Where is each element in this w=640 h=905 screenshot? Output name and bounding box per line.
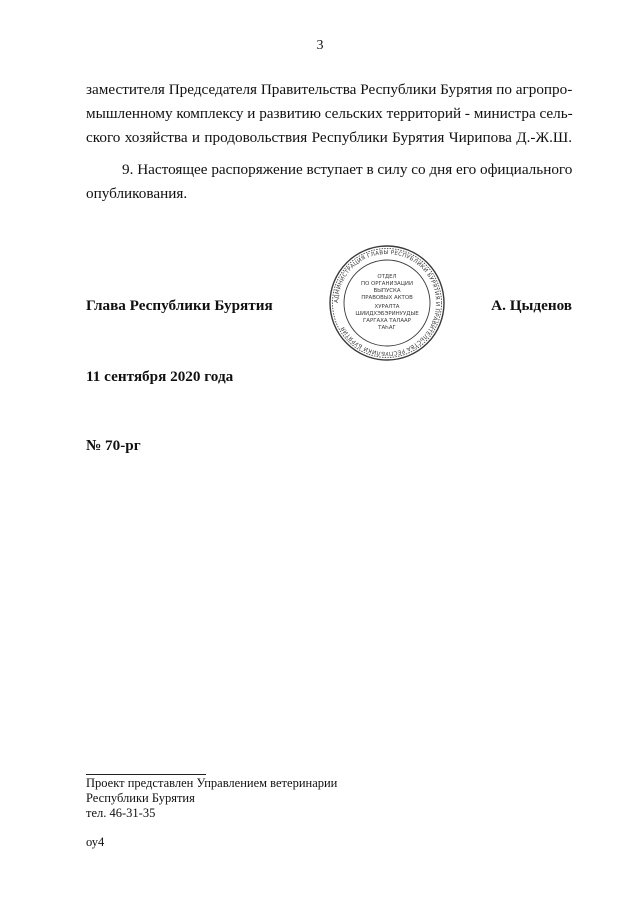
page-number: 3 bbox=[316, 38, 324, 53]
document-code: оу4 bbox=[86, 835, 105, 849]
svg-text:АДМИНИСТРАЦИЯ ГЛАВЫ РЕСПУБЛИКИ: АДМИНИСТРАЦИЯ ГЛАВЫ РЕСПУБЛИКИ БУРЯТИЯ И ПРАВИТЕЛЬСТВА РЕСПУБЛИКИ БУРЯТИЯ bbox=[333, 249, 441, 357]
footer-line: Республики Бурятия bbox=[86, 791, 195, 805]
svg-text:ВЫПУСКА: ВЫПУСКА bbox=[373, 288, 401, 294]
svg-text:ОТДЕЛ: ОТДЕЛ bbox=[377, 274, 397, 280]
paragraph-effective-date bbox=[86, 158, 572, 206]
footer-divider bbox=[86, 774, 206, 775]
document-number: № 70-рг bbox=[86, 437, 141, 454]
footer-line: Проект представлен Управлением ветеринарии bbox=[86, 776, 338, 790]
paragraph-line: 9. Настоящее распоряжение вступает в силу со дня его официального bbox=[122, 161, 573, 178]
svg-text:ХУРАЛТА: ХУРАЛТА bbox=[374, 304, 400, 310]
svg-text:ШИИДХЭБЭРИНУУДЫЕ: ШИИДХЭБЭРИНУУДЫЕ bbox=[355, 311, 419, 317]
svg-text:ПО ОРГАНИЗАЦИИ: ПО ОРГАНИЗАЦИИ bbox=[361, 281, 413, 287]
paragraph-line: заместителя Председателя Правительства Республики Бурятия по агропро- bbox=[86, 81, 573, 98]
signatory-name: А. Цыденов bbox=[491, 297, 572, 314]
document-date: 11 сентября 2020 года bbox=[86, 368, 234, 385]
svg-text:ТАҺАГ: ТАҺАГ bbox=[378, 325, 396, 331]
paragraph-line: опубликования. bbox=[86, 185, 188, 202]
official-seal-stamp bbox=[328, 244, 446, 362]
paragraph-appointment bbox=[86, 78, 572, 150]
svg-text:ГАРГАХА ТАЛААР: ГАРГАХА ТАЛААР bbox=[363, 318, 411, 324]
footer-line: тел. 46-31-35 bbox=[86, 806, 156, 820]
signatory-title: Глава Республики Бурятия bbox=[86, 297, 273, 314]
paragraph-line: ского хозяйства и продовольствия Республики Бурятия Чирипова Д.-Ж.Ш. bbox=[86, 129, 572, 146]
paragraph-line: мышленному комплексу и развитию сельских территорий - министра сель- bbox=[86, 105, 573, 122]
footer-note bbox=[86, 776, 337, 821]
svg-text:ПРАВОВЫХ АКТОВ: ПРАВОВЫХ АКТОВ bbox=[361, 295, 413, 301]
